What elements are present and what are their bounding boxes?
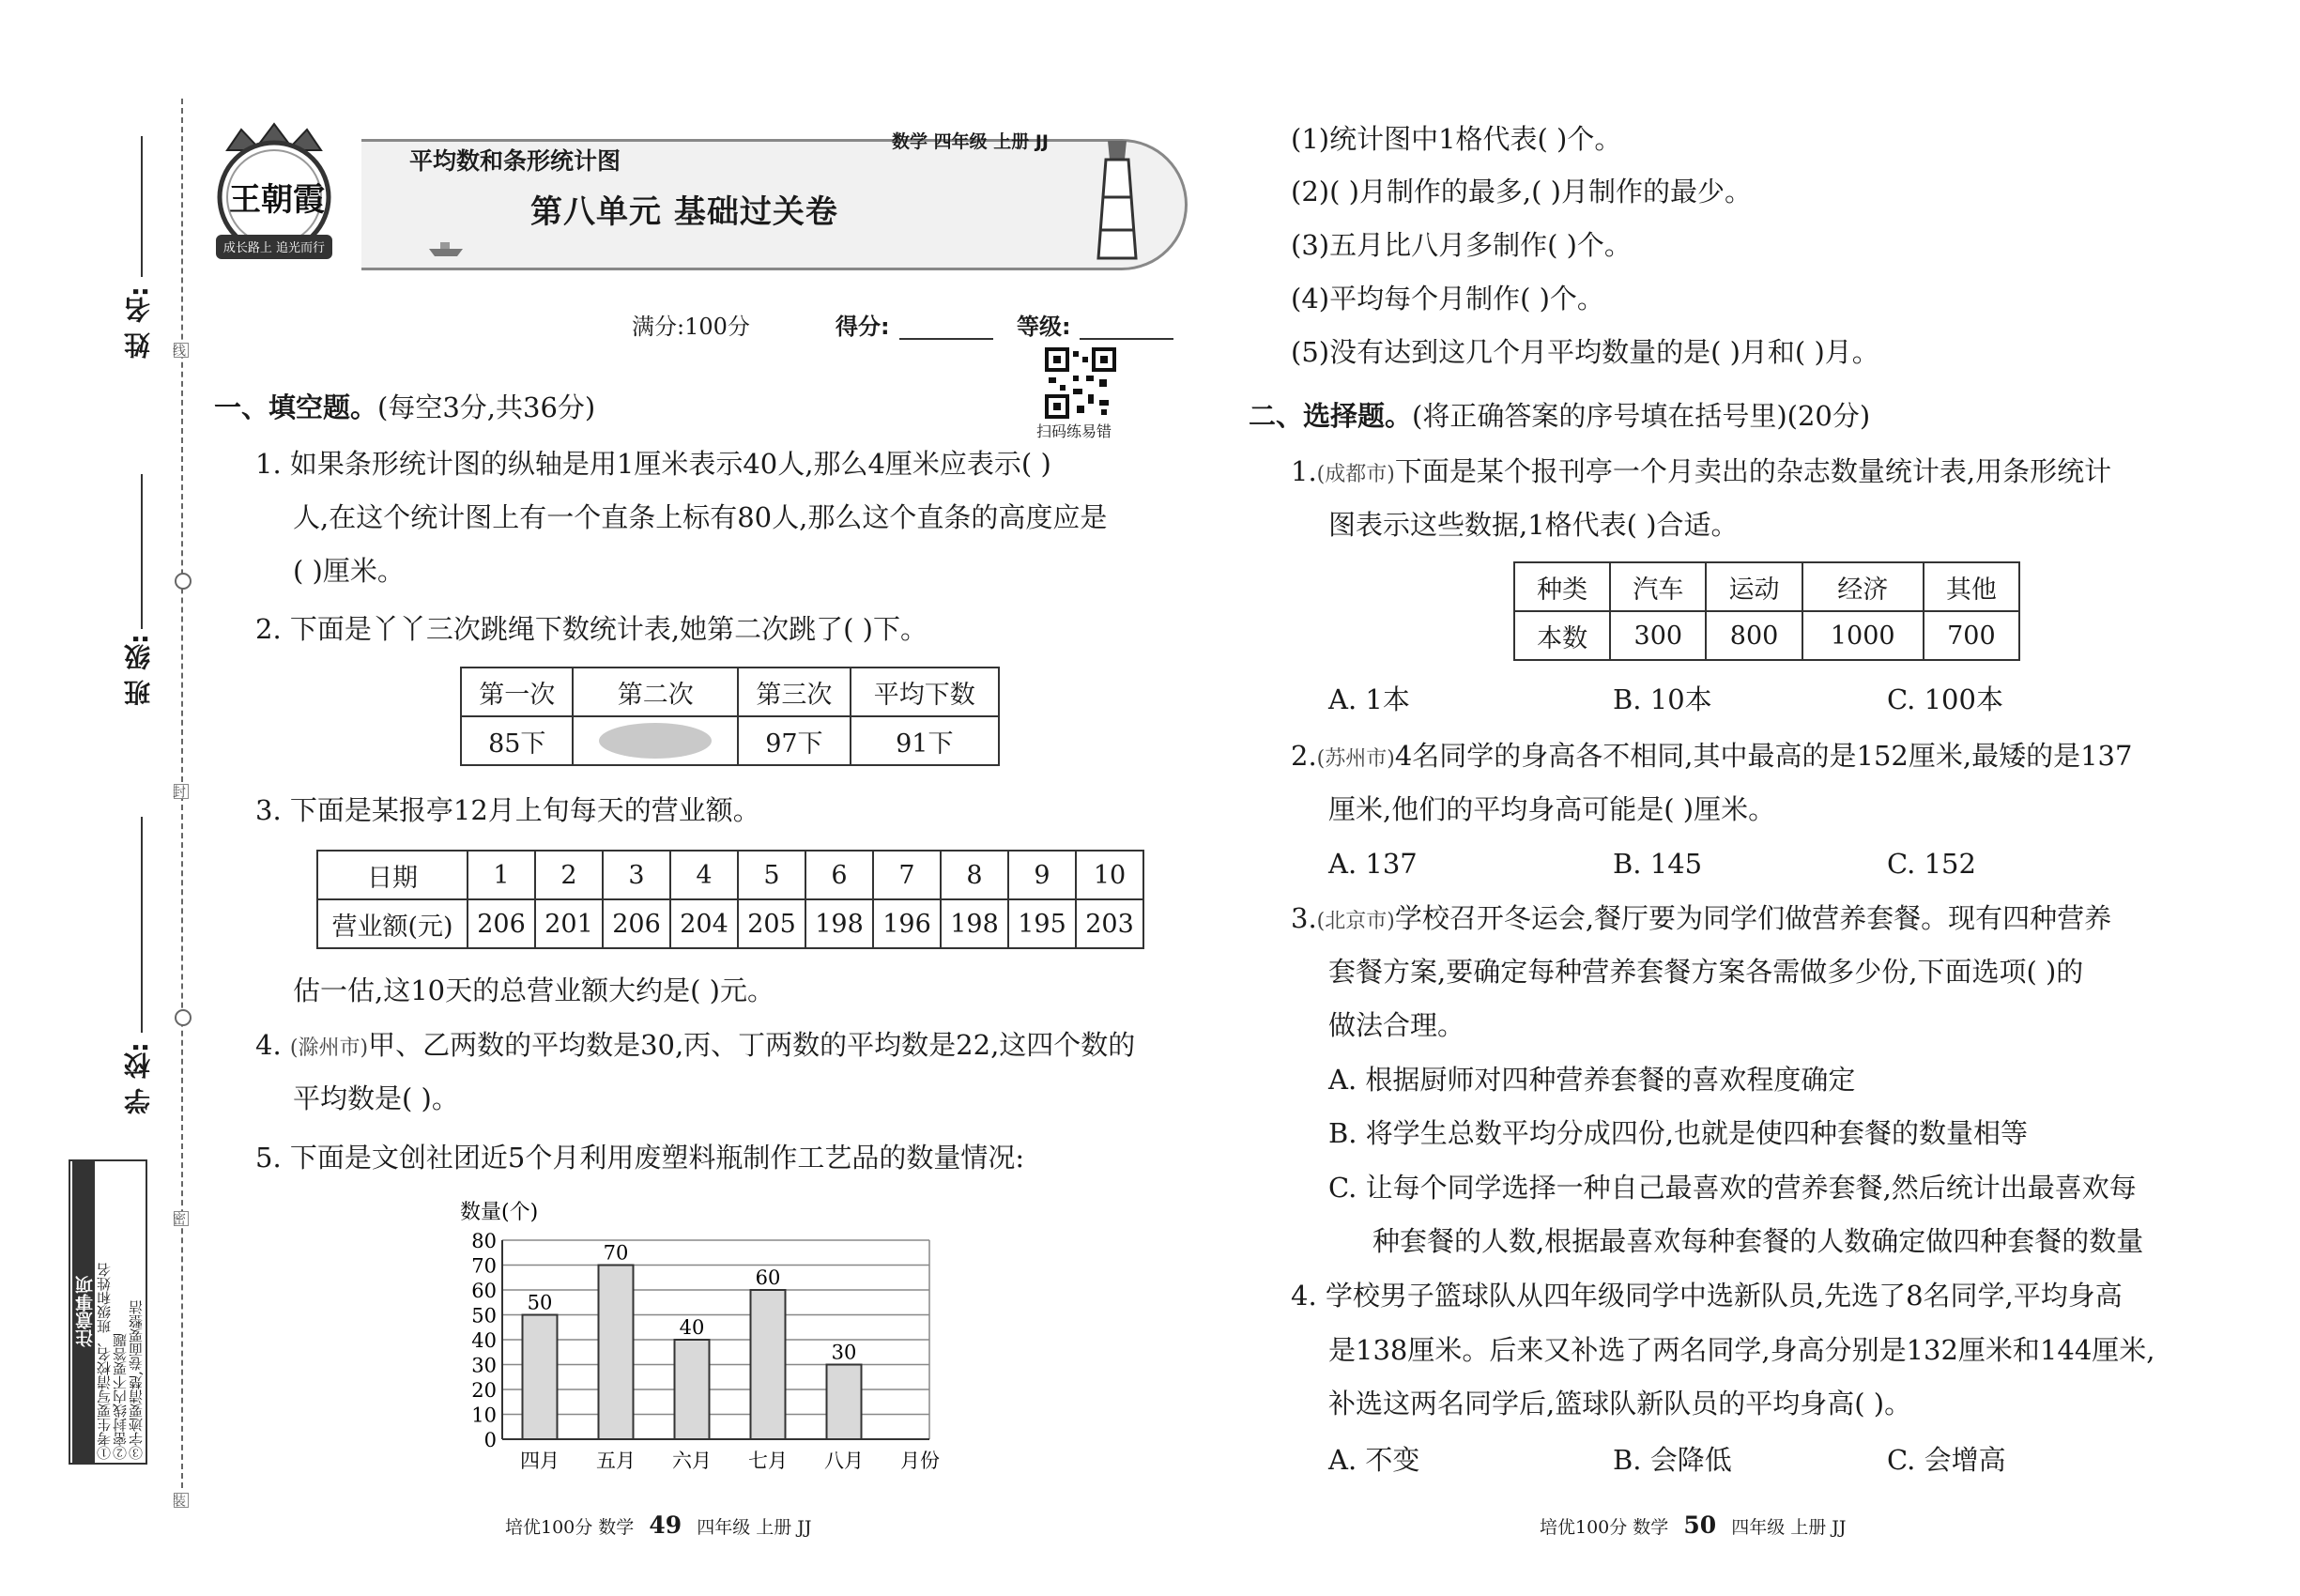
y-tick-label: 80 bbox=[471, 1230, 497, 1252]
notice-title: 注意事项 bbox=[72, 1161, 95, 1463]
logo-banner: 成长路上 追光而行 bbox=[222, 241, 326, 255]
bar bbox=[827, 1365, 862, 1440]
y-tick-label: 20 bbox=[471, 1379, 497, 1402]
option-b: B. 将学生总数平均分成四份,也就是使四种套餐的数量相等 bbox=[1328, 1117, 2028, 1149]
option-c-cont: 种套餐的人数,根据最喜欢每种套餐的人数确定做四种套餐的数量 bbox=[1372, 1225, 2144, 1257]
region-tag: (北京市) bbox=[1316, 910, 1395, 933]
lighthouse-icon bbox=[1080, 131, 1155, 263]
grade-label: 等级: bbox=[1017, 314, 1071, 340]
y-tick-label: 10 bbox=[471, 1404, 497, 1427]
c3-line: 3.(北京市)学校召开冬运会,餐厅要为同学们做营养套餐。现有四种营养 bbox=[1291, 902, 2112, 934]
table-cell: 5 bbox=[738, 851, 805, 899]
y-axis-label: 数量(个) bbox=[460, 1201, 539, 1224]
score-blank[interactable] bbox=[899, 338, 993, 340]
section-2-note: (将正确答案的序号填在括号里)(20分) bbox=[1412, 400, 1871, 432]
c3-line: 套餐方案,要确定每种营养套餐方案各需做多少份,下面选项( )的 bbox=[1328, 956, 2084, 988]
name-label: 姓 名: bbox=[123, 286, 154, 359]
footer-right bbox=[1540, 1512, 1847, 1539]
hidden-value-cell bbox=[573, 716, 738, 765]
option-c: C. 100本 bbox=[1887, 683, 2003, 715]
section-1-note: (每空3分,共36分) bbox=[377, 391, 596, 423]
qr-caption: 扫码练易错 bbox=[1036, 422, 1112, 440]
region-tag: (滁州市) bbox=[289, 1036, 369, 1060]
option-c: C. 会增高 bbox=[1887, 1444, 2006, 1476]
table-cell: 700 bbox=[1924, 611, 2019, 660]
q5-sub: (5)没有达到这几个月平均数量的是( )月和( )月。 bbox=[1291, 336, 1879, 368]
table-header: 其他 bbox=[1924, 562, 2019, 611]
bar bbox=[751, 1290, 786, 1439]
option-a: A. 根据厨师对四种营养套餐的喜欢程度确定 bbox=[1328, 1064, 1856, 1096]
table-cell: 203 bbox=[1076, 899, 1143, 948]
c1-table bbox=[1513, 561, 2020, 661]
region-tag: (苏州市) bbox=[1316, 747, 1395, 771]
table-header: 第二次 bbox=[573, 668, 738, 716]
q3-text: 3. 下面是某报亭12月上旬每天的营业额。 bbox=[255, 794, 760, 826]
notice-box bbox=[69, 1159, 147, 1465]
y-tick-label: 60 bbox=[471, 1280, 497, 1302]
x-axis-label: 月份 bbox=[900, 1450, 940, 1472]
y-tick-label: 0 bbox=[483, 1429, 497, 1451]
class-line bbox=[141, 474, 143, 629]
notice-item: ②密封线内不要答题 bbox=[112, 1333, 129, 1460]
q1-line: ( )厘米。 bbox=[293, 555, 405, 587]
table-cell: 204 bbox=[670, 899, 738, 948]
table-cell: 8 bbox=[941, 851, 1008, 899]
name-line bbox=[141, 136, 143, 277]
class-label: 班 级: bbox=[123, 634, 154, 706]
option-c: C. 152 bbox=[1887, 848, 1976, 880]
table-cell: 198 bbox=[941, 899, 1008, 948]
footer-text: 培优100分 数学 bbox=[1540, 1517, 1669, 1538]
table-cell: 4 bbox=[670, 851, 738, 899]
boat-icon bbox=[427, 239, 465, 258]
logo-badge bbox=[208, 122, 340, 263]
table-cell: 97下 bbox=[738, 716, 850, 765]
table-cell: 206 bbox=[603, 899, 670, 948]
table-cell: 7 bbox=[873, 851, 941, 899]
x-tick-label: 六月 bbox=[672, 1450, 712, 1472]
notice-item: ③字迹要清楚,卷面要整洁 bbox=[128, 1300, 145, 1460]
c4-line: 补选这两名同学后,篮球队新队员的平均身高( )。 bbox=[1328, 1388, 1912, 1420]
option-a: A. 1本 bbox=[1328, 683, 1410, 715]
table-cell: 6 bbox=[805, 851, 873, 899]
x-tick-label: 五月 bbox=[596, 1450, 636, 1472]
table-header: 营业额(元) bbox=[317, 899, 468, 948]
q5-sub: (4)平均每个月制作( )个。 bbox=[1291, 283, 1604, 315]
c2-line: 厘米,他们的平均身高可能是( )厘米。 bbox=[1328, 793, 1776, 825]
table-cell: 91下 bbox=[851, 716, 999, 765]
cut-mark: 装 bbox=[174, 1493, 189, 1508]
y-tick-label: 50 bbox=[471, 1304, 497, 1327]
bar-value-label: 40 bbox=[679, 1316, 705, 1339]
q1-line: 人,在这个统计图上有一个直条上标有80人,那么这个直条的高度应是 bbox=[293, 501, 1108, 533]
cut-mark: 密 bbox=[174, 1211, 189, 1226]
section-1-title: 一、填空题。 bbox=[214, 391, 378, 423]
blur-oval bbox=[599, 723, 712, 759]
full-score: 满分:100分 bbox=[632, 314, 750, 340]
x-tick-label: 七月 bbox=[748, 1450, 788, 1472]
option-a: A. 不变 bbox=[1328, 1444, 1420, 1476]
footer-text: 四年级 上册 JJ bbox=[697, 1517, 812, 1538]
table-header: 第三次 bbox=[738, 668, 850, 716]
table-header: 运动 bbox=[1706, 562, 1802, 611]
footer-text: 培优100分 数学 bbox=[505, 1517, 635, 1538]
y-tick-label: 70 bbox=[471, 1254, 497, 1278]
c1-line: 图表示这些数据,1格代表( )合适。 bbox=[1328, 509, 1739, 541]
table-cell: 300 bbox=[1610, 611, 1706, 660]
q2-text: 2. 下面是丫丫三次跳绳下数统计表,她第二次跳了( )下。 bbox=[255, 613, 928, 645]
table-cell: 198 bbox=[805, 899, 873, 948]
table-cell: 2 bbox=[535, 851, 603, 899]
table-header: 经济 bbox=[1802, 562, 1924, 611]
q3-tail: 估一估,这10天的总营业额大约是( )元。 bbox=[293, 974, 774, 1006]
x-tick-label: 八月 bbox=[824, 1450, 864, 1472]
table-cell: 205 bbox=[738, 899, 805, 948]
page-number: 50 bbox=[1683, 1512, 1717, 1539]
c4-line: 4. 学校男子篮球队从四年级同学中选新队员,先选了8名同学,平均身高 bbox=[1291, 1280, 2123, 1312]
bar bbox=[523, 1315, 558, 1440]
bar-value-label: 70 bbox=[603, 1241, 629, 1265]
q4-line: 4. (滁州市)甲、乙两数的平均数是30,丙、丁两数的平均数是22,这四个数的 bbox=[255, 1029, 1136, 1061]
table-cell: 本数 bbox=[1514, 611, 1610, 660]
book-meta: 数学 四年级 上册 JJ bbox=[892, 131, 1049, 152]
cut-mark: 封 bbox=[174, 784, 189, 799]
bar-value-label: 60 bbox=[755, 1266, 781, 1289]
table-cell: 85下 bbox=[461, 716, 573, 765]
table-header: 种类 bbox=[1514, 562, 1610, 611]
c2-line: 2.(苏州市)4名同学的身高各不相同,其中最高的是152厘米,最矮的是137 bbox=[1291, 740, 2133, 772]
c4-line: 是138厘米。后来又补选了两名同学,身高分别是132厘米和144厘米, bbox=[1328, 1334, 2155, 1366]
topic-label: 平均数和条形统计图 bbox=[409, 147, 621, 175]
section-1-heading bbox=[214, 389, 595, 426]
table-cell: 196 bbox=[873, 899, 941, 948]
notice-item: ①考生要写清校名、班级和姓名 bbox=[96, 1263, 113, 1460]
table-cell: 201 bbox=[535, 899, 603, 948]
option-b: B. 会降低 bbox=[1613, 1444, 1732, 1476]
cut-mark: 线 bbox=[174, 343, 189, 358]
table-header: 第一次 bbox=[461, 668, 573, 716]
table-cell: 206 bbox=[468, 899, 535, 948]
option-c: C. 让每个同学选择一种自己最喜欢的营养套餐,然后统计出最喜欢每 bbox=[1328, 1172, 2137, 1204]
footer-left bbox=[505, 1512, 812, 1539]
q5-sub: (1)统计图中1格代表( )个。 bbox=[1291, 123, 1622, 155]
qr-code-icon[interactable] bbox=[1045, 347, 1116, 419]
q5-sub: (2)( )月制作的最多,( )月制作的最少。 bbox=[1291, 176, 1752, 207]
bar-value-label: 50 bbox=[527, 1291, 553, 1314]
table-cell: 1 bbox=[468, 851, 535, 899]
bar bbox=[599, 1266, 634, 1440]
option-a: A. 137 bbox=[1328, 848, 1418, 880]
table-cell: 800 bbox=[1706, 611, 1802, 660]
footer-text: 四年级 上册 JJ bbox=[1731, 1517, 1847, 1538]
q5-sub: (3)五月比八月多制作( )个。 bbox=[1291, 229, 1632, 261]
table-cell: 10 bbox=[1076, 851, 1143, 899]
region-tag: (成都市) bbox=[1316, 463, 1395, 486]
c1-line: 1.(成都市)下面是某个报刊亭一个月卖出的杂志数量统计表,用条形统计 bbox=[1291, 455, 2112, 487]
logo-text: 王朝霞 bbox=[229, 181, 325, 219]
section-2-title: 二、选择题。 bbox=[1249, 400, 1413, 432]
bar-value-label: 30 bbox=[831, 1341, 857, 1364]
bar bbox=[675, 1340, 710, 1439]
section-2-heading bbox=[1249, 397, 1870, 435]
y-tick-label: 40 bbox=[471, 1329, 497, 1352]
school-line bbox=[141, 817, 143, 1033]
table-header: 汽车 bbox=[1610, 562, 1706, 611]
option-b: B. 10本 bbox=[1613, 683, 1712, 715]
q5-text: 5. 下面是文创社团近5个月利用废塑料瓶制作工艺品的数量情况: bbox=[255, 1142, 1025, 1174]
page-number: 49 bbox=[649, 1512, 682, 1539]
binding-hole-icon bbox=[175, 1009, 192, 1026]
table-cell: 9 bbox=[1008, 851, 1076, 899]
table-cell: 195 bbox=[1008, 899, 1076, 948]
page-title: 第八单元 基础过关卷 bbox=[530, 193, 838, 231]
table-header: 平均下数 bbox=[851, 668, 999, 716]
table-header: 日期 bbox=[317, 851, 468, 899]
c3-line: 做法合理。 bbox=[1328, 1009, 1465, 1041]
q1-line: 1. 如果条形统计图的纵轴是用1厘米表示40人,那么4厘米应表示( ) bbox=[255, 448, 1051, 480]
score-label: 得分: bbox=[836, 314, 890, 340]
table-cell: 3 bbox=[603, 851, 670, 899]
bar-chart bbox=[460, 1190, 986, 1481]
y-tick-label: 30 bbox=[471, 1354, 497, 1377]
q4-line: 平均数是( )。 bbox=[293, 1082, 459, 1114]
q3-table bbox=[316, 850, 1144, 949]
binding-hole-icon bbox=[175, 573, 192, 590]
grade-blank[interactable] bbox=[1080, 338, 1173, 340]
x-tick-label: 四月 bbox=[520, 1450, 560, 1472]
school-label: 学 校: bbox=[123, 1042, 154, 1114]
table-cell: 1000 bbox=[1802, 611, 1924, 660]
q2-table bbox=[460, 667, 1000, 766]
option-b: B. 145 bbox=[1613, 848, 1703, 880]
